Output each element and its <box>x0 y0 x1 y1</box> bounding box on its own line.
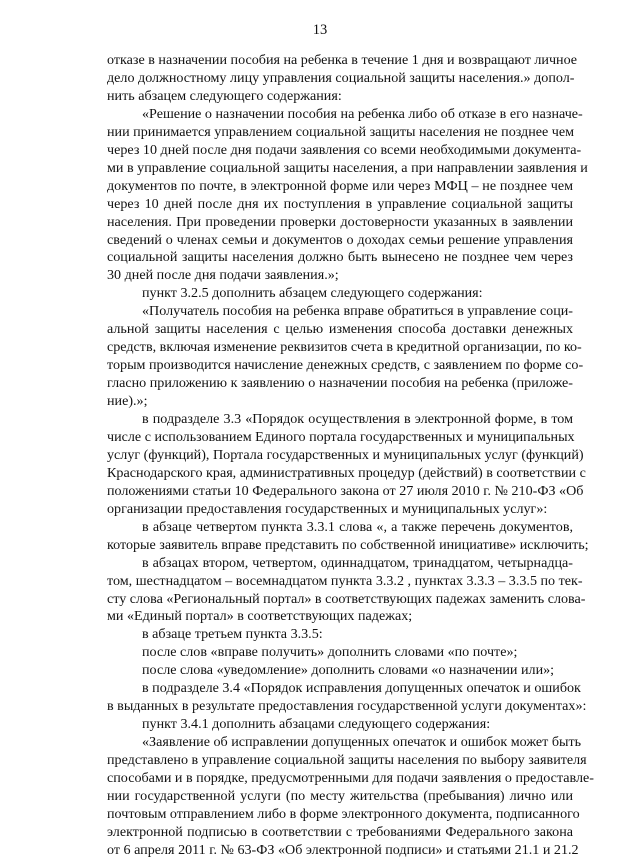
text-line: «Заявление об исправлении допущенных опечаток и ошибок может быть <box>142 734 582 751</box>
text-line: пункт 3.4.1 дополнить абзацами следующего содержания: <box>142 716 491 733</box>
text-line: дело должностному лицу управления социальной защиты населения.» допол- <box>107 69 575 86</box>
text-line: которые заявитель вправе представить по собственной инициативе» исключить; <box>107 536 589 553</box>
text-line: социальной защиты населения должно быть вынесено не позднее чем через <box>107 249 573 266</box>
text-line: положениями статьи 10 Федерального закона от 27 июля 2010 г. № 210-ФЗ «Об <box>107 482 584 499</box>
text-line: ми «Единый портал» в соответствующих падежах; <box>107 608 413 625</box>
text-line: электронной подписью в соответствии с требованиями Федерального закона <box>107 823 573 840</box>
text-line: числе с использованием Единого портала государственных и муниципальных <box>107 428 575 445</box>
text-line: торым производится начисление денежных средств, с заявлением по форме со- <box>107 357 584 374</box>
text-line: населения. При проведении проверки достоверности указанных в заявлении <box>107 213 573 230</box>
text-line: «Решение о назначении пособия на ребенка либо об отказе в его назначе- <box>142 105 583 122</box>
text-line: услуг (функций), Портала государственных и муниципальных услуг (функций) <box>107 446 584 463</box>
text-line: гласно приложению к заявлению о назначении пособия на ребенка (приложе- <box>107 375 573 392</box>
text-line: альной защиты населения с целью изменения способа доставки денежных <box>107 321 573 338</box>
text-line: сту слова «Региональный портал» в соответствующих падежах заменить слова- <box>107 590 586 607</box>
text-line: нить абзацем следующего содержания: <box>107 87 342 104</box>
text-line: ние).»; <box>107 393 148 410</box>
text-line: отказе в назначении пособия на ребенка в течение 1 дня и возвращают личное <box>107 52 578 68</box>
text-line: в выданных в результате предоставления государственной услуги документах»: <box>107 698 587 715</box>
text-line: пункт 3.2.5 дополнить абзацем следующего содержания: <box>142 285 483 302</box>
text-line: представлено в управление социальной защиты населения по выбору заявителя <box>107 752 587 769</box>
text-line: через 10 дней после дня подачи заявления со всеми необходимыми документа- <box>107 141 582 158</box>
text-line: в абзаце четвертом пункта 3.3.1 слова «, а также перечень документов, <box>142 518 573 535</box>
text-line: Краснодарского края, административных процедур (действий) в соответствии с <box>107 464 586 481</box>
text-line: в абзацах втором, четвертом, одиннадцатом, тринадцатом, четырнадца- <box>142 554 573 571</box>
text-line: сведений о членах семьи и документов о доходах семьи решение управления <box>107 231 573 248</box>
text-line: средств, включая изменение реквизитов счета в кредитной организации, по ко- <box>107 339 582 356</box>
text-line: ми в управление социальной защиты населения, а при направлении заявления и <box>107 159 588 176</box>
text-line: через 10 дней после дня их поступления в управление социальной защиты <box>107 195 573 212</box>
text-line: том, шестнадцатом – восемнадцатом пункта 3.3.2 , пунктах 3.3.3 – 3.3.5 по тек- <box>107 572 583 589</box>
text-line: «Получатель пособия на ребенка вправе обратиться в управление соци- <box>142 303 573 320</box>
text-line: в подразделе 3.3 «Порядок осуществления в электронной форме, в том <box>142 411 573 427</box>
page-number: 13 <box>312 22 328 38</box>
text-line: в абзаце третьем пункта 3.3.5: <box>142 626 323 643</box>
text-line: документов по почте, в электронной форме или через МФЦ – не позднее чем <box>107 177 573 194</box>
text-line: 30 дней после дня подачи заявления.»; <box>107 267 339 284</box>
text-line: в подразделе 3.4 «Порядок исправления допущенных опечаток и ошибок <box>142 680 581 697</box>
text-line: нии государственной услуги (по месту жительства (пребывания) лично или <box>107 787 573 804</box>
text-line: организации предоставления государственных и муниципальных услуг»: <box>107 500 548 517</box>
text-line: способами и в порядке, предусмотренными для подачи заявления о предоставле- <box>107 770 594 786</box>
text-line: от 6 апреля 2011 г. № 63-ФЗ «Об электронной подписи» и статьями 21.1 и 21.2 <box>107 841 579 858</box>
text-line: после слова «уведомление» дополнить словами «о назначении или»; <box>142 662 555 679</box>
text-line: почтовым отправлением либо в форме электронного документа, подписанного <box>107 805 580 822</box>
text-line: нии принимается управлением социальной защиты населения не позднее чем <box>107 123 575 140</box>
text-line: после слов «вправе получить» дополнить словами «по почте»; <box>142 644 518 661</box>
